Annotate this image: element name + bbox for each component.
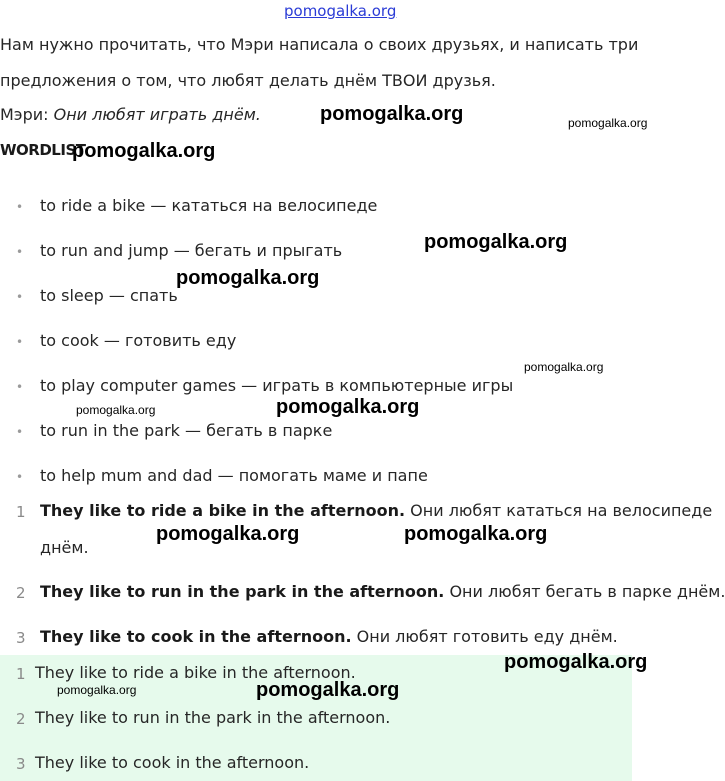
bullet-icon: • <box>16 425 24 439</box>
answer-number: 3 <box>16 629 26 647</box>
watermark: pomogalka.org <box>404 523 548 545</box>
final-line: They like to cook in the afternoon. <box>35 753 310 772</box>
list-item: to cook — готовить еду <box>40 331 237 350</box>
watermark: pomogalka.org <box>76 403 156 417</box>
watermark: pomogalka.org <box>504 651 648 673</box>
watermark: pomogalka.org <box>57 683 137 697</box>
list-item: to help mum and dad — помогать маме и папе <box>40 466 428 485</box>
bullet-icon: • <box>16 245 24 259</box>
answer-en: They like to run in the park in the afternoon. <box>40 582 445 601</box>
answer-ru: Они любят кататься на велосипеде <box>405 501 713 520</box>
final-number: 3 <box>16 755 26 773</box>
bullet-icon: • <box>16 470 24 484</box>
watermark: pomogalka.org <box>524 360 604 374</box>
list-item: to sleep — спать <box>40 286 178 305</box>
site-header-link[interactable]: pomogalka.org <box>284 2 397 20</box>
watermark: pomogalka.org <box>256 679 400 701</box>
list-item: to run in the park — бегать в парке <box>40 421 333 440</box>
watermark: pomogalka.org <box>176 267 320 289</box>
watermark: pomogalka.org <box>156 523 300 545</box>
bullet-icon: • <box>16 290 24 304</box>
final-number: 2 <box>16 710 26 728</box>
final-line: They like to ride a bike in the afternoon. <box>35 663 356 682</box>
answer-en: They like to cook in the afternoon. <box>40 627 352 646</box>
bullet-icon: • <box>16 380 24 394</box>
answer-ru-continuation: днём. <box>40 538 89 557</box>
sample-quote: Они любят играть днём. <box>53 105 261 124</box>
answer-number: 2 <box>16 584 26 602</box>
watermark: pomogalka.org <box>72 140 216 162</box>
answer-line <box>40 501 712 520</box>
watermark: pomogalka.org <box>568 116 648 130</box>
intro-line-2: предложения о том, что любят делать днём ТВОИ друзья. <box>0 71 496 90</box>
answer-line <box>40 582 725 601</box>
answer-ru: Они любят бегать в парке днём. <box>444 582 725 601</box>
watermark: pomogalka.org <box>424 231 568 253</box>
answer-en: They like to ride a bike in the afternoon. <box>40 501 406 520</box>
watermark: pomogalka.org <box>276 396 420 418</box>
intro-line-1: Нам нужно прочитать, что Мэри написала о своих друзьях, и написать три <box>0 35 639 54</box>
wordlist-heading: WORDLIST <box>0 141 86 159</box>
list-item: to ride a bike — кататься на велосипеде <box>40 196 378 215</box>
list-item: to play computer games — играть в компьютерные игры <box>40 376 514 395</box>
watermark: pomogalka.org <box>320 103 464 125</box>
final-line: They like to run in the park in the afternoon. <box>35 708 391 727</box>
sample-line <box>0 105 261 124</box>
answer-ru: Они любят готовить еду днём. <box>351 627 618 646</box>
final-number: 1 <box>16 665 26 683</box>
answer-line <box>40 627 618 646</box>
sample-label: Мэри: <box>0 105 54 124</box>
list-item: to run and jump — бегать и прыгать <box>40 241 343 260</box>
bullet-icon: • <box>16 200 24 214</box>
bullet-icon: • <box>16 335 24 349</box>
answer-number: 1 <box>16 503 26 521</box>
